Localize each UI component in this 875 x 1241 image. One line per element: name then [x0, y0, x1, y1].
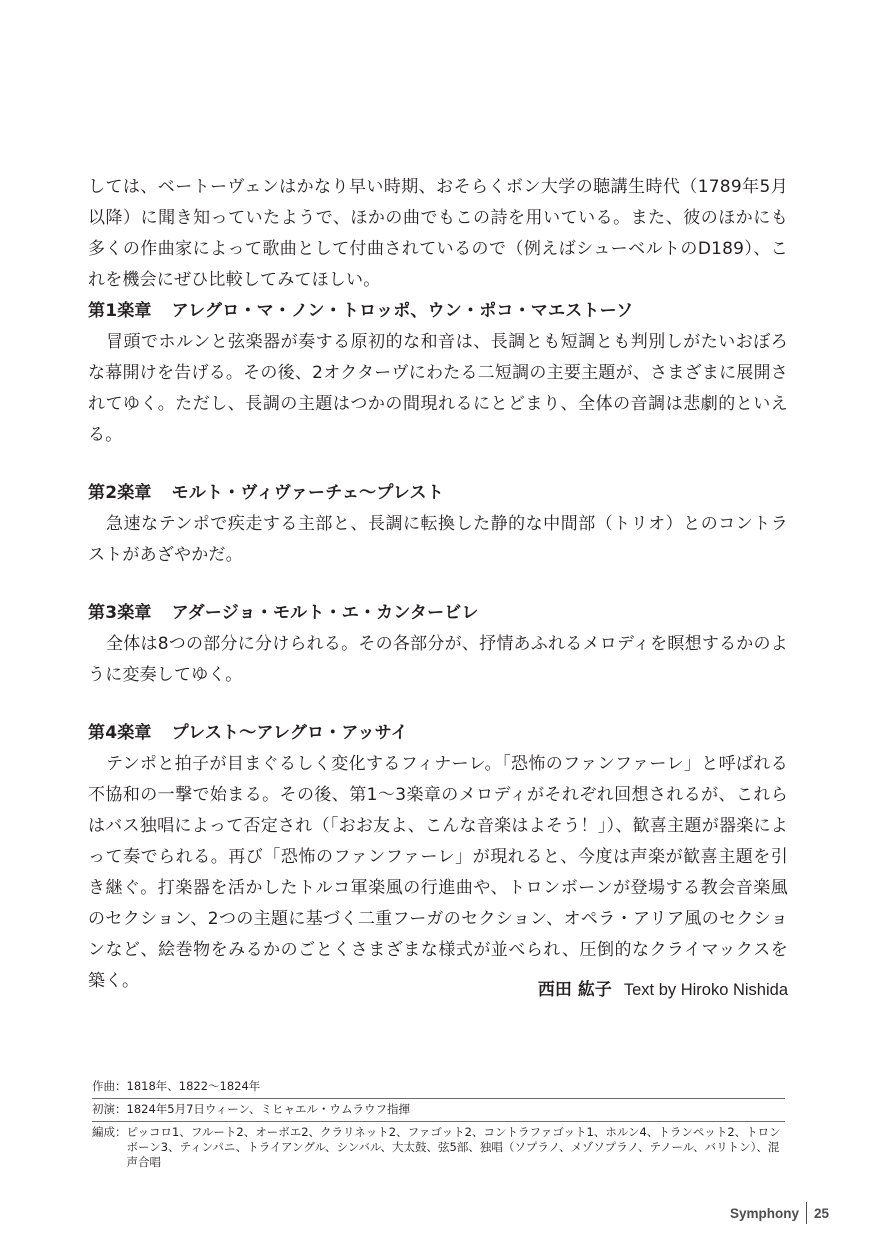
- movement-2-number: 第2楽章: [88, 483, 152, 503]
- composed-row: [92, 1076, 785, 1099]
- composed-value: 1818年、1822〜1824年: [126, 1079, 261, 1093]
- movement-1-heading: [88, 296, 788, 327]
- page-footer: [730, 1200, 829, 1226]
- movement-4-number: 第4楽章: [88, 723, 152, 743]
- instrumentation-value: ピッコロ1、フルート2、オーボエ2、クラリネット2、ファゴット2、コントラファゴット1、ホルン4、トランペット2、トロンボーン3、ティンパニ、トライアングル、シンバル、大太鼓、弦5部、独唱（ソプラノ、メゾソプラノ、テノール、バリトン）、混声合唱: [126, 1125, 781, 1169]
- section-label: Symphony: [729, 1205, 799, 1221]
- intro-paragraph: しては、ベートーヴェンはかなり早い時期、おそらくボン大学の聴講生時代（1789年5月以降）に聞き知っていたようで、ほかの曲でもこの詩を用いている。また、彼のほかにも多くの作曲家によって歌曲として付曲されているので（例えばシューベルトのD189）、これを機会にぜひ比較してみてほしい。: [88, 177, 788, 290]
- movement-3-body: 全体は8つの部分に分けられる。その各部分が、抒情あふれるメロディを瞑想するかのように変奏してゆく。: [88, 634, 788, 685]
- movement-4-body: テンポと拍子が目まぐるしく変化するフィナーレ。「恐怖のファンファーレ」と呼ばれる不協和の一撃で始まる。その後、第1〜3楽章のメロディがそれぞれ回想されるが、これらはバス独唱によって否定され（「おお友よ、こんな音楽はよそう！」）、歓喜主題が器楽によって奏でられる。再び「恐怖のファンファーレ」が現れると、今度は声楽が歓喜主題を引き継ぐ。打楽器を活かしたトルコ軍楽風の行進曲や、トロンボーンが登場する教会音楽風のセクション、2つの主題に基づく二重フーガのセクション、オペラ・アリア風のセクションなど、絵巻物をみるかのごとくさまざまな様式が並べられ、圧倒的なクライマックスを築く。: [88, 754, 788, 991]
- footer-divider: [806, 1202, 807, 1224]
- work-info: [92, 1076, 785, 1174]
- author-name-jp: 西田 紘子: [537, 980, 612, 1000]
- movement-2-body: 急速なテンポで疾走する主部と、長調に転換した静的な中間部（トリオ）とのコントラストがあざやかだ。: [88, 514, 788, 565]
- movement-1-body: 冒頭でホルンと弦楽器が奏する原初的な和音は、長調とも短調とも判別しがたいおぼろな幕開けを告げる。その後、2オクターヴにわたる二短調の主要主題が、さまざまに展開されてゆく。ただし、長調の主題はつかの間現れるにとどまり、全体の音調は悲劇的といえる。: [88, 332, 788, 445]
- premiere-row: [92, 1099, 785, 1122]
- movement-2-heading: [88, 478, 788, 509]
- movement-4-heading: [88, 718, 788, 749]
- movement-1-number: 第1楽章: [88, 301, 152, 321]
- movement-4-title: プレスト〜アレグロ・アッサイ: [171, 723, 408, 743]
- movement-3-heading: [88, 598, 788, 629]
- movement-1-title: アレグロ・マ・ノン・トロッポ、ウン・ポコ・マエストーソ: [171, 301, 634, 321]
- author-name-en: Text by Hiroko Nishida: [623, 981, 788, 999]
- premiere-value: 1824年5月7日ウィーン、ミヒャエル・ウムラウフ指揮: [126, 1102, 410, 1116]
- movement-3-title: アダージョ・モルト・エ・カンタービレ: [171, 603, 479, 623]
- author-credit: [88, 975, 788, 1005]
- instrumentation-label: 編成：: [92, 1125, 127, 1139]
- movement-3-number: 第3楽章: [88, 603, 152, 623]
- page-number: 25: [813, 1205, 829, 1221]
- premiere-label: 初演：: [92, 1102, 127, 1116]
- instrumentation-row: [92, 1122, 785, 1174]
- article-body: [88, 172, 788, 997]
- movement-2-title: モルト・ヴィヴァーチェ〜プレスト: [171, 483, 444, 503]
- composed-label: 作曲：: [92, 1079, 127, 1093]
